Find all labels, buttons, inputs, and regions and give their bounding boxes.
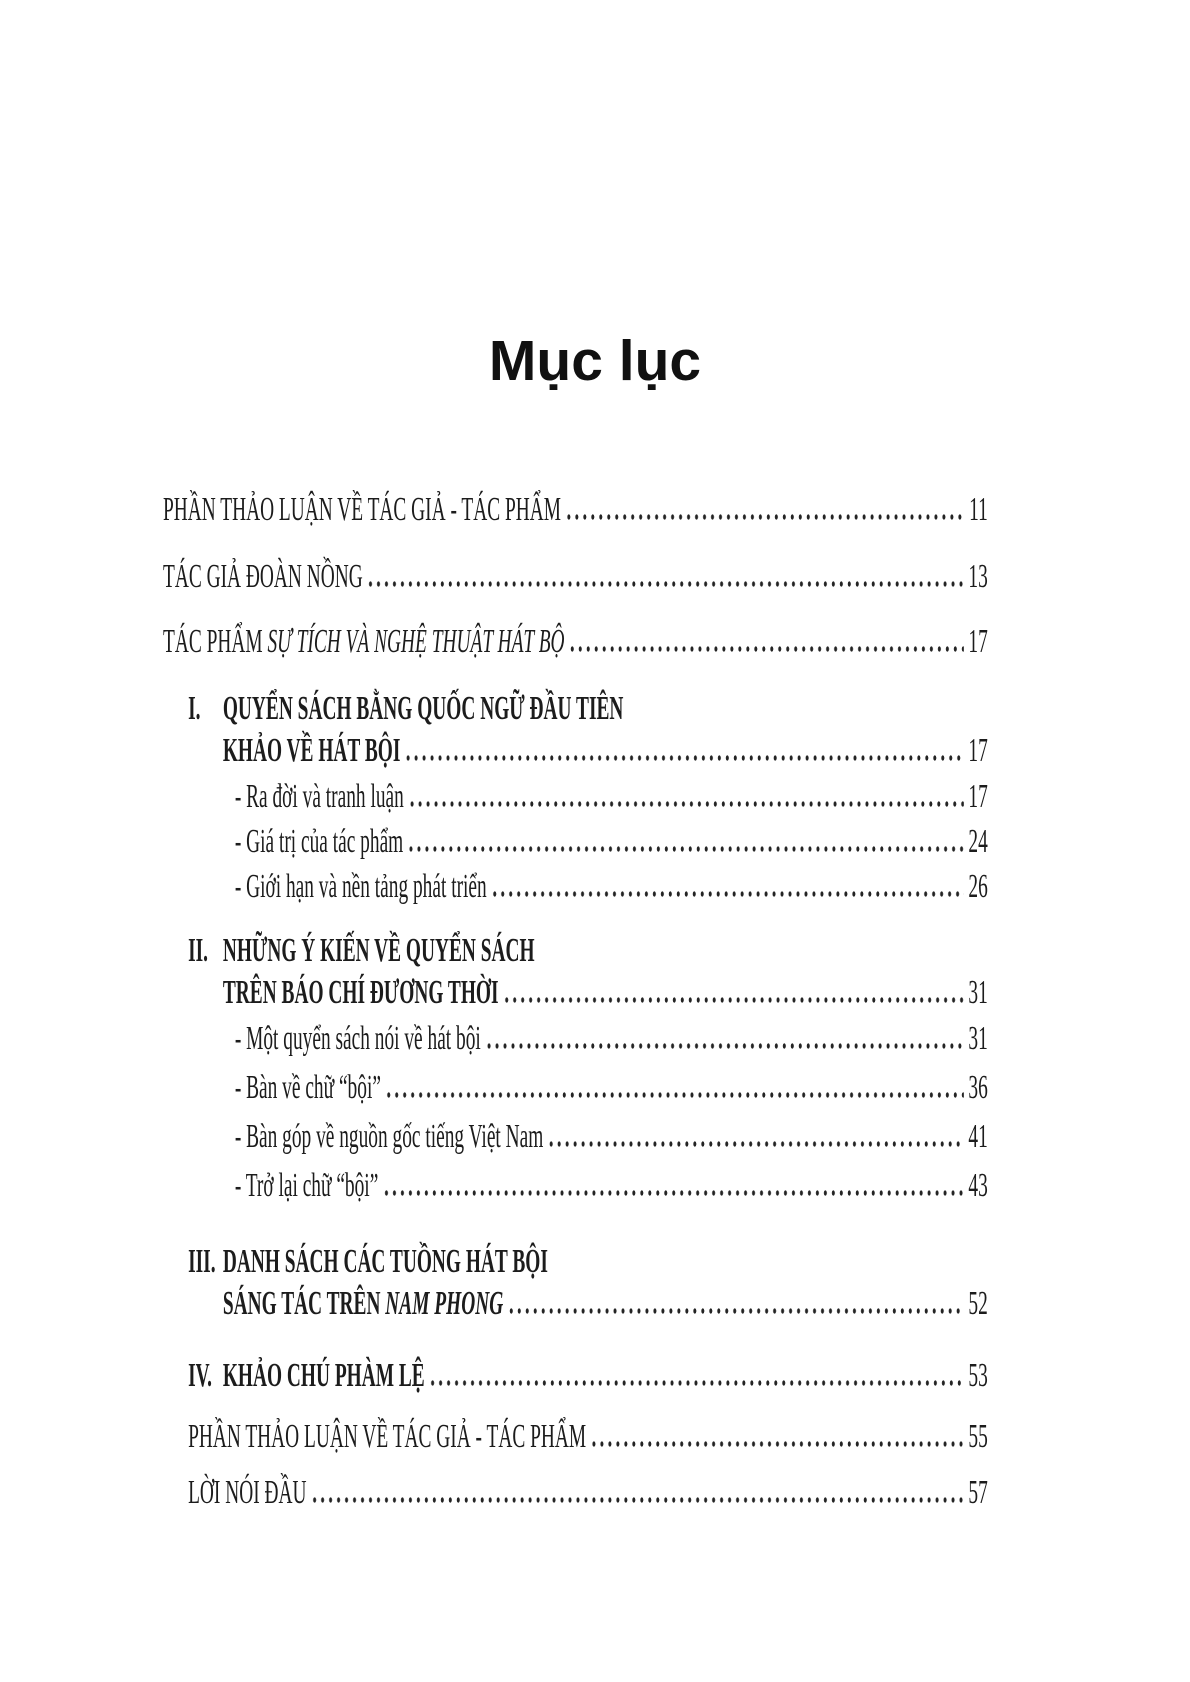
dot-leader [368,581,963,587]
page-number: 36 [968,1069,988,1106]
dot-leader [387,1092,964,1098]
page-number: 52 [968,1285,988,1322]
dot-leader [409,846,964,852]
toc-entry-label [163,622,565,662]
section-numeral: III. [188,1243,216,1280]
toc-entry [163,777,988,817]
page-number: 17 [968,623,988,660]
toc-entry-label [223,1283,503,1325]
dot-leader [570,646,964,652]
toc-entry [163,1068,988,1108]
toc-entry-label: - Một quyển sách nói về hát bội [234,1020,481,1057]
page-number: 17 [968,732,988,769]
toc-entry-label: TÁC GIẢ ĐOÀN NỒNG [163,558,363,595]
toc-entry [163,557,988,597]
page-number: 13 [968,558,988,595]
dot-leader [504,997,964,1003]
toc-entry [163,490,988,530]
page-number: 31 [968,974,988,1011]
toc-entry-label: - Giá trị của tác phẩm [234,823,404,860]
toc-section [163,688,988,772]
toc-entry-label: DANH SÁCH CÁC TUỒNG HÁT BỘI [222,1243,548,1280]
toc-entry [223,972,988,1014]
section-numeral: II. [188,932,209,969]
page-number: 24 [968,823,988,860]
toc-entry-label: - Ra đời và tranh luận [234,778,404,815]
dot-leader [567,514,965,520]
dot-leader [430,1380,963,1386]
toc-entry-label: PHẦN THẢO LUẬN VỀ TÁC GIẢ - TÁC PHẨM [188,1418,587,1455]
dot-leader [492,891,963,897]
page-number: 11 [969,491,988,528]
dot-leader [406,755,964,761]
toc-entry [163,1117,988,1157]
toc-entry-label: - Bàn góp về nguồn gốc tiếng Việt Nam [234,1118,544,1155]
toc-entry [163,822,988,862]
table-of-contents [163,490,988,1513]
page-number: 53 [968,1357,988,1394]
page-number: 17 [968,778,988,815]
page-title: Mục lục [488,329,702,393]
toc-entry-label-italic: NAM PHONG [385,1285,504,1322]
toc-entry [163,1417,988,1457]
dot-leader [312,1497,964,1503]
toc-entry-label: TRÊN BÁO CHÍ ĐƯƠNG THỜI [222,974,499,1011]
page-number: 43 [968,1167,988,1204]
toc-entry-label: - Trở lại chữ “bội” [234,1167,379,1204]
toc-entry [163,867,988,907]
toc-entry [163,622,988,662]
toc-entry-label: PHẦN THẢO LUẬN VỀ TÁC GIẢ - TÁC PHẨM [163,491,562,528]
toc-entry-label-italic: SỰ TÍCH VÀ NGHỆ THUẬT HÁT BỘ [267,623,565,660]
toc-entry-label: - Bàn về chữ “bội” [234,1069,381,1106]
page-number: 26 [968,868,988,905]
toc-entry-label: QUYỂN SÁCH BẰNG QUỐC NGỮ ĐẦU TIÊN [222,690,624,727]
dot-leader [549,1141,964,1147]
toc-entry [223,1355,988,1397]
toc-entry-label: LỜI NÓI ĐẦU [188,1474,307,1511]
dot-leader [509,1308,964,1314]
dot-leader [486,1043,963,1049]
toc-entry-label-prefix: TÁC PHẨM [163,623,268,660]
section-numeral: I. [188,690,201,727]
toc-entry-label: KHẢO CHÚ PHÀM LỆ [222,1357,425,1394]
toc-entry-label: - Giới hạn và nền tảng phát triển [234,868,487,905]
toc-entry [223,730,988,772]
page-number: 55 [968,1418,988,1455]
toc-section [163,930,988,1014]
toc-entry-label-prefix: SÁNG TÁC TRÊN [222,1285,386,1322]
toc-entry-label: KHẢO VỀ HÁT BỘI [222,732,401,769]
toc-entry [223,1283,988,1325]
section-numeral: IV. [188,1357,212,1394]
toc-section [163,1355,988,1397]
dot-leader [410,801,964,807]
toc-entry [163,1019,988,1059]
toc-section [163,1241,988,1325]
page-number: 31 [968,1020,988,1057]
dot-leader [592,1441,964,1447]
page-number: 41 [968,1118,988,1155]
toc-entry-label: NHỮNG Ý KIẾN VỀ QUYỂN SÁCH [222,932,535,969]
toc-entry [163,1473,988,1513]
toc-entry [163,1166,988,1206]
page-number: 57 [968,1474,988,1511]
dot-leader [384,1190,964,1196]
